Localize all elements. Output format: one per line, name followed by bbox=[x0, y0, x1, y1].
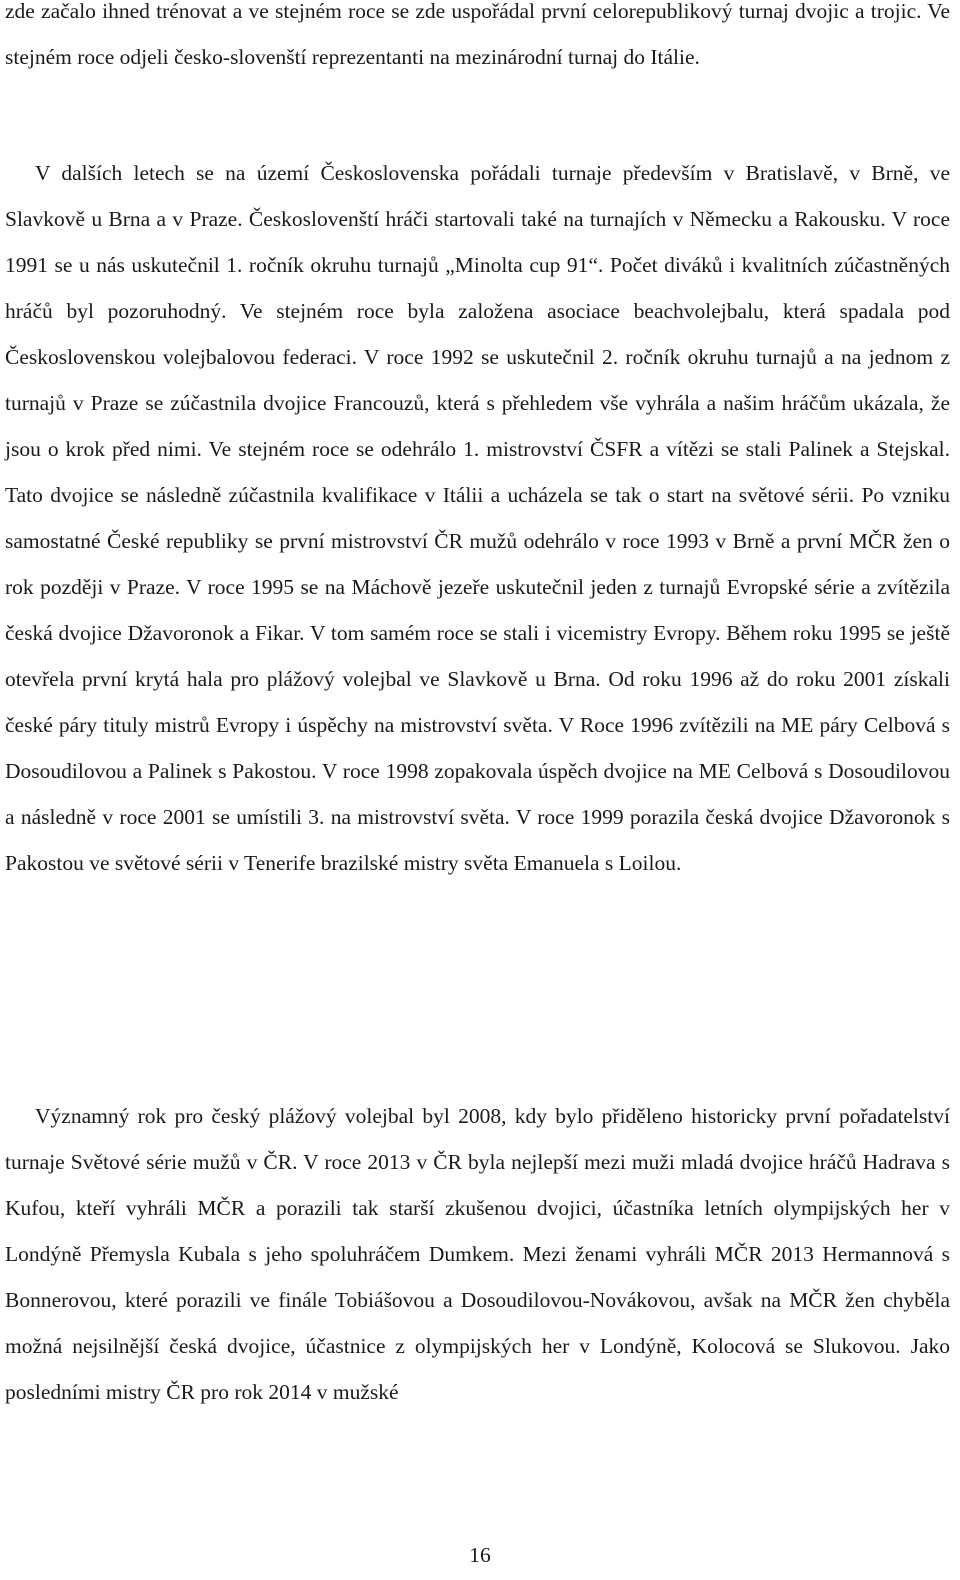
paragraph-3: Významný rok pro český plážový volejbal byl 2008, kdy bylo přiděleno historicky první pořadatelství turnaje Světové série mužů v ČR. V roce 2013 v ČR byla nejlepší mezi muži mladá dvojice hráčů Hadrava s Kufou, kteří vyhráli MČR a porazili tak starší zkušenou dvojici, účastníka letních olympijských her v Londýně Přemysla Kubala s jeho spoluhráčem Dumkem. Mezi ženami vyhráli MČR 2013 Hermannová s Bonnerovou, které porazili ve finále Tobiášovou a Dosoudilovou-Novákovou, avšak na MČR žen chyběla možná nejsilnější česká dvojice, účastnice z olympijských her v Londýně, Kolocová se Slukovou. Jako posledními mistry ČR pro rok 2014 v mužské bbox=[5, 1104, 950, 1404]
paragraph-2: V dalších letech se na území Československa pořádali turnaje především v Bratislavě, v Brně, ve Slavkově u Brna a v Praze. Českoslovenští hráči startovali také na turnajích v Německu a Rakousku. V roce 1991 se u nás uskutečnil 1. ročník okruhu turnajů „Minolta cup 91“. Počet diváků i kvalitních zúčastněných hráčů byl pozoruhodný. Ve stejném roce byla založena asociace beachvolejbalu, která spadala pod Československou volejbalovou federaci. V roce 1992 se uskutečnil 2. ročník okruhu turnajů a na jednom z turnajů v Praze se zúčastnila dvojice Francouzů, která s přehledem vše vyhrála a našim hráčům ukázala, že jsou o krok před nimi. Ve stejném roce se odehrálo 1. mistrovství ČSFR a vítězi se stali Palinek a Stejskal. Tato dvojice se následně zúčastnila kvalifikace v Itálii a ucházela se tak o start na světové sérii. Po vzniku samostatné České republiky se první mistrovství ČR mužů odehrálo v roce 1993 v Brně a první MČR žen o rok později v Praze. V roce 1995 se na Máchově jezeře uskutečnil jeden z turnajů Evropské série a zvítězila česká dvojice Džavoronok a Fikar. V tom samém roce se stali i vicemistry Evropy. Během roku 1995 se ještě otevřela první krytá hala pro plážový volejbal ve Slavkově u Brna. Od roku 1996 až do roku 2001 získali české páry tituly mistrů Evropy i úspěchy na mistrovství světa. V Roce 1996 zvítězili na ME páry Celbová s Dosoudilovou a Palinek s Pakostou. V roce 1998 zopakovala úspěch dvojice na ME Celbová s Dosoudilovou a následně v roce 2001 se umístili 3. na mistrovství světa. V roce 1999 porazila česká dvojice Džavoronok s Pakostou ve světové sérii v Tenerife brazilské mistry světa Emanuela s Loilou. bbox=[5, 161, 950, 875]
page-number: 16 bbox=[469, 1543, 491, 1567]
paragraph-1: zde začalo ihned trénovat a ve stejném roce se zde uspořádal první celorepublikový turnaj dvojic a trojic. Ve stejném roce odjeli česko-slovenští reprezentanti na mezinárodní turnaj do Itálie. bbox=[5, 0, 950, 69]
